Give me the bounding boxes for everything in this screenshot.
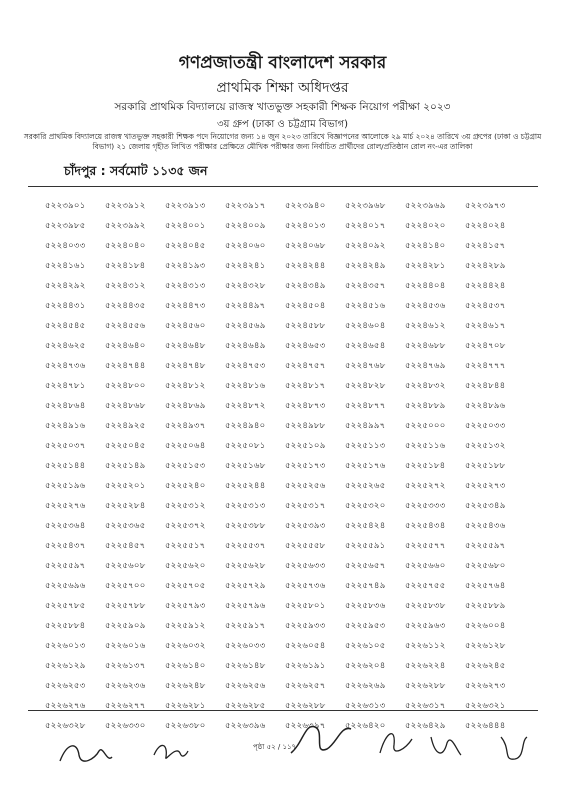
roll-number: ৫২২৪৬০৪ xyxy=(345,321,386,331)
roll-number: ৫২২৫০৮১ xyxy=(225,441,266,451)
roll-number: ৫২২৩৯০১ xyxy=(45,201,86,211)
roll-number: ৫২২৫৩২০ xyxy=(345,501,386,511)
roll-number: ৫২২৩৯৮৫ xyxy=(45,221,86,231)
roll-number: ৫২২৬২৫৬ xyxy=(225,681,266,691)
roll-number: ৫২২৪৮০০ xyxy=(105,381,146,391)
roll-number: ৫২২৪৫৬৯ xyxy=(225,321,266,331)
roll-number: ৫২২৪০১৩ xyxy=(285,221,326,231)
roll-number: ৫২২৬১২৯ xyxy=(45,661,86,671)
roll-number: ৫২২৪০১৭ xyxy=(345,221,386,231)
roll-number: ৫২২৪০৪৫ xyxy=(165,241,206,251)
roll-number: ৫২২৩৯৪০ xyxy=(285,201,326,211)
roll-number: ৫২২৪৫৮৮ xyxy=(285,321,326,331)
roll-number: ৫২২৪৮৭৭ xyxy=(345,401,386,411)
roll-number: ৫২২৫১৯৬ xyxy=(45,481,86,491)
district-heading: চাঁদপুর : সর্বমোট ১১৩৫ জন xyxy=(64,163,208,178)
roll-number: ৫২২৬৩৮০ xyxy=(165,721,206,731)
roll-number: ৫২২৫৭৫৫ xyxy=(405,581,446,591)
roll-number: ৫২২৫১৩২ xyxy=(465,441,506,451)
roll-number: ৫২২৪৪৩৫ xyxy=(105,301,146,311)
roll-number: ৫২২৬২৭৬ xyxy=(45,701,86,711)
roll-number: ৫২২৪৭৭৭ xyxy=(465,361,506,371)
roll-number: ৫২২৫৪৩৭ xyxy=(45,541,86,551)
roll-number: ৫২২৪২৮১ xyxy=(405,261,446,271)
roll-number: ৫২২৪০২০ xyxy=(405,221,446,231)
roll-number: ৫২২৪৮৬৪ xyxy=(45,401,86,411)
page-number: পৃষ্ঠা ৫২ / ১১৭ xyxy=(253,743,297,751)
roll-number: ৫২২৩৯১৩ xyxy=(165,201,206,211)
roll-number: ৫২২৪২৮৯ xyxy=(465,261,506,271)
bottom-divider xyxy=(28,710,538,711)
roll-number: ৫২২৪৬৪০ xyxy=(105,341,146,351)
roll-number: ৫২২৪৬১৭ xyxy=(465,321,506,331)
roll-number: ৫২২৬৩৯৭ xyxy=(285,721,326,731)
roll-number: ৫২২৬২০৪ xyxy=(345,661,386,671)
roll-number: ৫২২৫০৩৭ xyxy=(45,441,86,451)
roll-number: ৫২২৫২৪৪ xyxy=(225,481,266,491)
roll-number: ৫২২৬০৩৩ xyxy=(225,641,266,651)
roll-number: ৫২২৫২৪০ xyxy=(165,481,206,491)
roll-number: ৫২২৫১৮৪ xyxy=(405,461,446,471)
roll-number: ৫২২৪৮৩২ xyxy=(405,381,446,391)
roll-number: ৫২২৫১৪৪ xyxy=(45,461,86,471)
roll-number: ৫২২৫১১৬ xyxy=(405,441,446,451)
roll-number: ৫২২৫০৬৪ xyxy=(165,441,206,451)
roll-number: ৫২২৫৮৩৬ xyxy=(345,601,386,611)
roll-number: ৫২২৫৩৪৯ xyxy=(465,501,506,511)
roll-number: ৫২২৪৭৫৭ xyxy=(285,361,326,371)
roll-number: ৫২২৪৫৩৬ xyxy=(405,301,446,311)
roll-number: ৫২২৫১৬৮ xyxy=(225,461,266,471)
roll-number: ৫২২৪০২৪ xyxy=(465,221,506,231)
roll-number: ৫২২৫১৭৩ xyxy=(285,461,326,471)
roll-number: ৫২২৪১৫৭ xyxy=(465,241,506,251)
roll-number: ৫২২৬২৮১ xyxy=(165,701,206,711)
roll-number: ৫২২৪৬৫৪ xyxy=(345,341,386,351)
department-title: প্রাথমিক শিক্ষা অধিদপ্তর xyxy=(216,80,349,96)
roll-number: ৫২২৫৭৬৪ xyxy=(465,581,506,591)
roll-number: ৫২২৫০৩৩ xyxy=(465,421,506,431)
notice-text: সরকারি প্রাথমিক বিদ্যালয়ে রাজস্ব খাতভুক্ত সহকারী শিক্ষক পদে নিয়োগের জন্য ১৪ জুন ২০২৩ তারিখে বিজ্ঞাপনের আলোকে ২৯ মার্চ ২০২৪ তারিখে ৩য় গ্রুপের (ঢাকা ও চট্টগ্রাম বিভাগ) ২১ জেলায় গৃহীত লিখিত পরীক্ষার প্রেক্ষিতে মৌখিক পরীক্ষার জন্য নির্বাচিত প্রার্থীদের রোল/প্রতিষ্ঠান রোল নং-এর তালিকা xyxy=(23,132,542,152)
roll-number: ৫২২৬৩২১ xyxy=(465,701,506,711)
roll-number: ৫২২৪৭৪৪ xyxy=(105,361,146,371)
roll-number: ৫২২৩৯১২ xyxy=(105,201,146,211)
signature-6 xyxy=(495,727,531,767)
roll-number: ৫২২৪৯১৬ xyxy=(45,421,86,431)
roll-number: ৫২২৬১৯১ xyxy=(285,661,326,671)
roll-number: ৫২২৪৪৯৭ xyxy=(225,301,266,311)
roll-number: ৫২২৪৬২৫ xyxy=(45,341,86,351)
roll-number: ৫২২৪২৯২ xyxy=(45,281,86,291)
roll-number: ৫২২৪৯৯৭ xyxy=(345,421,386,431)
roll-number: ৫২২৪১৪০ xyxy=(405,241,446,251)
roll-number: ৫২২৫৬৯৬ xyxy=(45,581,86,591)
roll-number: ৫২২৪৫৫৬ xyxy=(105,321,146,331)
roll-number: ৫২২৪৭৫৩ xyxy=(225,361,266,371)
roll-number: ৫২২৪৮২৮ xyxy=(345,381,386,391)
roll-number: ৫২২৫৩৩৩ xyxy=(405,501,446,511)
roll-number: ৫২২৫৯৩৩ xyxy=(285,621,326,631)
roll-number: ৫২২৫৩৮৮ xyxy=(225,521,266,531)
roll-number: ৫২২৫৭৯৩ xyxy=(165,601,206,611)
roll-number: ৫২২৫৫১৭ xyxy=(165,541,206,551)
roll-number: ৫২২৬০০৪ xyxy=(465,621,506,631)
roll-number: ৫২২৬৩৯৬ xyxy=(225,721,266,731)
roll-number: ৫২২৫৮৩৮ xyxy=(405,601,446,611)
roll-number: ৫২২৬০১৬ xyxy=(105,641,146,651)
roll-number: ৫২২৬৩২৮ xyxy=(45,721,86,731)
roll-number: ৫২২৫৫৯৭ xyxy=(465,541,506,551)
roll-number: ৫২২৪৬৮৮ xyxy=(405,341,446,351)
roll-number: ৫২২৬১৪৮ xyxy=(225,661,266,671)
roll-number: ৫২২৪৬৪৮ xyxy=(165,341,206,351)
roll-number: ৫২২৫৪৩৬ xyxy=(465,521,506,531)
roll-number: ৫২২৫৫৯৭ xyxy=(45,561,86,571)
roll-number: ৫২২৪৩১২ xyxy=(105,281,146,291)
roll-number: ৫২২৬২৫৭ xyxy=(285,681,326,691)
roll-number: ৫২২৬৪৪৪ xyxy=(465,721,506,731)
roll-number: ৫২২৫৪৩৪ xyxy=(405,521,446,531)
roll-number: ৫২২৪৮১৬ xyxy=(225,381,266,391)
roll-number: ৫২২৪৬৫৩ xyxy=(285,341,326,351)
roll-number: ৫২২৪৮৪৪ xyxy=(465,381,506,391)
roll-number: ৫২২৪৮১৭ xyxy=(285,381,326,391)
roll-number: ৫২২৪৯৮৮ xyxy=(285,421,326,431)
roll-number: ৫২২৫১০৯ xyxy=(285,441,326,451)
roll-number: ৫২২৫৩৭২ xyxy=(165,521,206,531)
roll-number: ৫২২৪০৬০ xyxy=(225,241,266,251)
roll-number: ৫২২৪৯৪০ xyxy=(225,421,266,431)
roll-number: ৫২২৬৩১৭ xyxy=(405,701,446,711)
roll-number: ৫২২৪০৪০ xyxy=(105,241,146,251)
roll-number: ৫২২৪৮৭২ xyxy=(225,401,266,411)
roll-number: ৫২২৪০৩৩ xyxy=(45,241,86,251)
roll-number: ৫২২৪৩৪৯ xyxy=(285,281,326,291)
roll-number: ৫২২৫৫৭৭ xyxy=(405,541,446,551)
roll-number: ৫২২৫১৭৬ xyxy=(345,461,386,471)
roll-number: ৫২২৬২২৪ xyxy=(405,661,446,671)
roll-number: ৫২২৩৯৬৯ xyxy=(405,201,446,211)
roll-number: ৫২২৫৯১৭ xyxy=(225,621,266,631)
roll-number: ৫২২৬১৩৭ xyxy=(105,661,146,671)
signature-1 xyxy=(55,733,115,773)
roll-number: ৫২২৬২৮৫ xyxy=(225,701,266,711)
roll-number: ৫২২৬১৪০ xyxy=(165,661,206,671)
roll-number: ৫২২৫১৪৯ xyxy=(105,461,146,471)
roll-number: ৫২২৪৫১৬ xyxy=(345,301,386,311)
roll-number: ৫২২৫৬৩৩ xyxy=(285,561,326,571)
group-title: ৩য় গ্রুপ (ঢাকা ও চট্টগ্রাম বিভাগ) xyxy=(216,119,349,130)
roll-number: ৫২২৫৪২৪ xyxy=(345,521,386,531)
roll-number: ৫২২৪৮৯৬ xyxy=(465,401,506,411)
roll-number: ৫২২৫২৬৫ xyxy=(345,481,386,491)
roll-number: ৫২২৬১০৫ xyxy=(345,641,386,651)
roll-number: ৫২২৬২৮৮ xyxy=(285,701,326,711)
roll-number: ৫২২৫২৫৬ xyxy=(285,481,326,491)
roll-number: ৫২২৬২৮৮ xyxy=(405,681,446,691)
roll-number: ৫২২৫৩৬৪ xyxy=(45,521,86,531)
roll-number: ৫২২৪০০১ xyxy=(165,221,206,231)
roll-number: ৫২২৫৭৪৯ xyxy=(345,581,386,591)
roll-number: ৫২২৫৯৫৩ xyxy=(345,621,386,631)
roll-number: ৫২২৪৫৬০ xyxy=(165,321,206,331)
roll-number: ৫২২৫১১৩ xyxy=(345,441,386,451)
roll-number: ৫২২৫৭৩৬ xyxy=(285,581,326,591)
roll-number: ৫২২৫৭৯৬ xyxy=(225,601,266,611)
roll-number: ৫২২৩৯৬৮ xyxy=(345,201,386,211)
roll-number: ৫২২৬২৫৩ xyxy=(45,681,86,691)
roll-number: ৫২২৬২৭৭ xyxy=(105,701,146,711)
roll-number: ৫২২৬০৩২ xyxy=(165,641,206,651)
roll-number: ৫২২৬৪২৯ xyxy=(405,721,446,731)
roll-number: ৫২২৪৩২৮ xyxy=(225,281,266,291)
signature-5 xyxy=(425,725,465,765)
roll-number: ৫২২৪৯৩৭ xyxy=(165,421,206,431)
roll-number: ৫২২৬২৭৩ xyxy=(465,681,506,691)
roll-number: ৫২২৫৮৮৪ xyxy=(45,621,86,631)
roll-number: ৫২২৪৮৬৯ xyxy=(165,401,206,411)
roll-number: ৫২২৪৬১২ xyxy=(405,321,446,331)
signature-2 xyxy=(150,733,190,769)
roll-number: ৫২২৪৮১২ xyxy=(165,381,206,391)
roll-number: ৫২২৫৫৫৮ xyxy=(285,541,326,551)
roll-number: ৫২২৪৪২৪ xyxy=(465,281,506,291)
roll-number: ৫২২৪৭৬৮ xyxy=(345,361,386,371)
roll-number: ৫২২৫২০১ xyxy=(105,481,146,491)
roll-number: ৫২২৩৯৭৩ xyxy=(465,201,506,211)
roll-number: ৫২২৫৭২৯ xyxy=(225,581,266,591)
roll-number: ৫২২৫২৭২ xyxy=(405,481,446,491)
roll-number: ৫২২৪৩১৩ xyxy=(165,281,206,291)
signature-3 xyxy=(285,713,355,763)
top-divider xyxy=(28,186,538,187)
roll-number: ৫২২৪৬৪৯ xyxy=(225,341,266,351)
roll-number: ৫২২৪০৯২ xyxy=(345,241,386,251)
roll-number: ৫২২৫৬৫৭ xyxy=(345,561,386,571)
roll-number: ৫২২৫২৭৩ xyxy=(465,481,506,491)
roll-number: ৫২২৬৪২০ xyxy=(345,721,386,731)
roll-number: ৫২২৬১১২ xyxy=(405,641,446,651)
roll-number: ৫২২৪৭৬৯ xyxy=(405,361,446,371)
roll-number: ৫২২৫১৫৩ xyxy=(165,461,206,471)
roll-number: ৫২২৪৮৬৮ xyxy=(105,401,146,411)
roll-number: ৫২২৪৪০৪ xyxy=(405,281,446,291)
roll-number: ৫২২৬৩১৩ xyxy=(345,701,386,711)
roll-number: ৫২২৫৪৫৭ xyxy=(105,541,146,551)
roll-number: ৫২২৩৯১৭ xyxy=(225,201,266,211)
roll-number: ৫২২৩৯৯২ xyxy=(105,221,146,231)
roll-number: ৫২২৬৩৩০ xyxy=(105,721,146,731)
signature-4 xyxy=(372,719,417,763)
roll-number: ৫২২৫২৮৪ xyxy=(105,501,146,511)
roll-number: ৫২২৪৭৮১ xyxy=(45,381,86,391)
roll-number: ৫২২৫৩১৭ xyxy=(285,501,326,511)
roll-number: ৫২২৪৭৪৮ xyxy=(165,361,206,371)
roll-number: ৫২২৬২৬৯ xyxy=(345,681,386,691)
government-title: গণপ্রজাতন্ত্রী বাংলাদেশ সরকার xyxy=(178,53,387,73)
roll-number: ৫২২৫৬৮০ xyxy=(465,561,506,571)
roll-number: ৫২২৬০১৩ xyxy=(45,641,86,651)
roll-number: ৫২২৪২৪১ xyxy=(225,261,266,271)
roll-number: ৫২২৫৮০১ xyxy=(285,601,326,611)
roll-number: ৫২২৪১৮৪ xyxy=(105,261,146,271)
roll-number: ৫২২৪৪৩১ xyxy=(45,301,86,311)
roll-number: ৫২২৫১৮৮ xyxy=(465,461,506,471)
roll-number: ৫২২৪৮৮৯ xyxy=(405,401,446,411)
roll-number: ৫২২৫৮৮৯ xyxy=(465,601,506,611)
roll-number: ৫২২৫৭০৫ xyxy=(165,581,206,591)
roll-number: ৫২২৪৩৫৭ xyxy=(345,281,386,291)
roll-number: ৫২২৬২৩৬ xyxy=(105,681,146,691)
roll-number: ৫২২৫৬২৮ xyxy=(225,561,266,571)
roll-number: ৫২২৫৩৯৩ xyxy=(285,521,326,531)
roll-number: ৫২২৫৩৬৫ xyxy=(105,521,146,531)
roll-number: ৫২২৫৭৮৮ xyxy=(105,601,146,611)
roll-number: ৫২২৫৯০৯ xyxy=(105,621,146,631)
roll-number: ৫২২৫৬২০ xyxy=(165,561,206,571)
roll-number: ৫২২৫০০০ xyxy=(405,421,446,431)
roll-number: ৫২২৪৯২৫ xyxy=(105,421,146,431)
roll-number: ৫২২৪২৪৯ xyxy=(345,261,386,271)
roll-number: ৫২২৫৯১২ xyxy=(165,621,206,631)
roll-number: ৫২২৫৫৩৭ xyxy=(225,541,266,551)
roll-number: ৫২২৪১৯৩ xyxy=(165,261,206,271)
roll-number: ৫২২৪৭৩৬ xyxy=(45,361,86,371)
roll-number: ৫২২৪৮৭৩ xyxy=(285,401,326,411)
roll-number: ৫২২৫৩১২ xyxy=(165,501,206,511)
roll-number-grid xyxy=(45,196,525,736)
roll-number: ৫২২৪১৬১ xyxy=(45,261,86,271)
roll-number: ৫২২৫৬০৮ xyxy=(105,561,146,571)
roll-number: ৫২২৬০৫৪ xyxy=(285,641,326,651)
roll-number: ৫২২৬২৪৮ xyxy=(165,681,206,691)
exam-title: সরকারি প্রাথমিক বিদ্যালয়ে রাজস্ব খাতভুক্ত সহকারী শিক্ষক নিয়োগ পরীক্ষা ২০২৩ xyxy=(114,101,451,113)
roll-number: ৫২২৫৯৬৩ xyxy=(405,621,446,631)
roll-number: ৫২২৫৬৬০ xyxy=(405,561,446,571)
roll-number: ৫২২৬১২৮ xyxy=(465,641,506,651)
roll-number: ৫২২৬২৪৫ xyxy=(465,661,506,671)
roll-number: ৫২২৪৫৩৭ xyxy=(465,301,506,311)
roll-number: ৫২২৫২৭৬ xyxy=(45,501,86,511)
roll-number: ৫২২৫৫৯১ xyxy=(345,541,386,551)
roll-number: ৫২২৫৭০০ xyxy=(105,581,146,591)
roll-number: ৫২২৪০৬৮ xyxy=(285,241,326,251)
roll-number: ৫২২৪২৪৪ xyxy=(285,261,326,271)
roll-number: ৫২২৪৭০৮ xyxy=(465,341,506,351)
roll-number: ৫২২৪০০৯ xyxy=(225,221,266,231)
roll-number: ৫২২৫০৪৫ xyxy=(105,441,146,451)
roll-number: ৫২২৫৩১৩ xyxy=(225,501,266,511)
roll-number: ৫২২৪৪৭৩ xyxy=(165,301,206,311)
roll-number: ৫২২৫৭৮৫ xyxy=(45,601,86,611)
roll-number: ৫২২৪৫৪৫ xyxy=(45,321,86,331)
roll-number: ৫২২৪৫০৪ xyxy=(285,301,326,311)
